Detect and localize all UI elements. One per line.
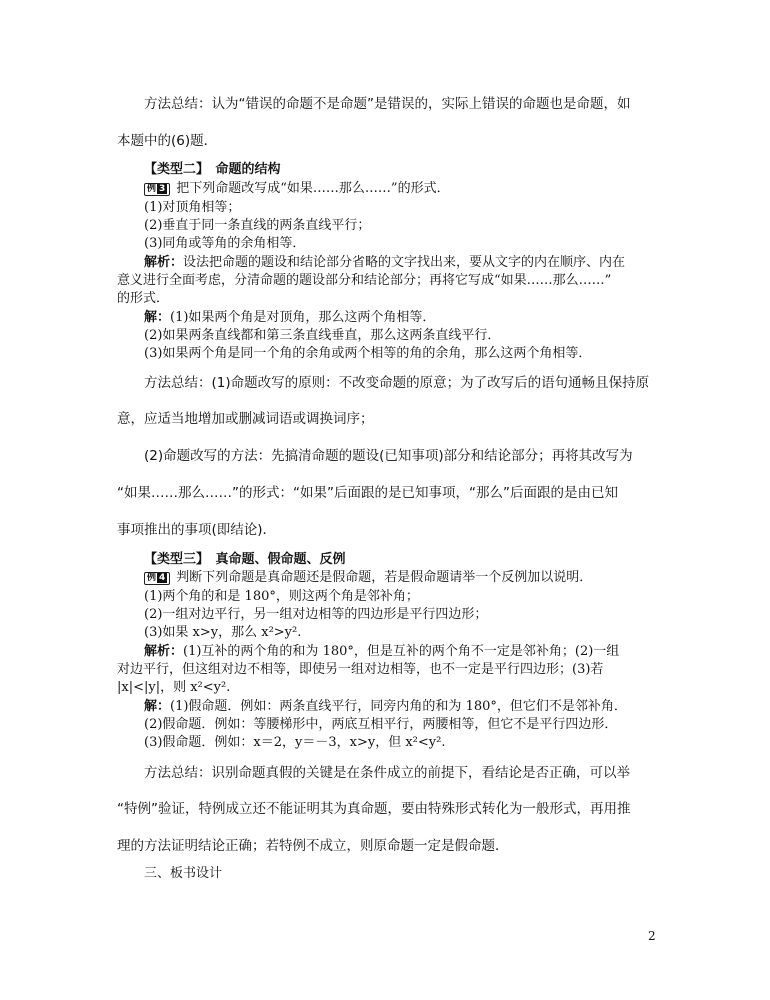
example-3-solution-3: (3)如果两个角是同一个角的余角或两个相等的角的余角，那么这两个角相等． <box>144 346 592 361</box>
example-4-solution-3: (3)假命题．例如：x＝2，y＝－3，x>y，但 x²<y². <box>144 735 446 750</box>
example-3-analysis-2: 意义进行全面考虑，分清命题的题设部分和结论部分；再将它写成“如果……那么……” <box>117 273 612 288</box>
example-4-solution-1: 解：(1)假命题．例如：两条直线平行，同旁内角的和为 180°，但它们不是邻补角． <box>144 699 627 714</box>
example-3-item-3: (3)同角或等角的余角相等． <box>144 236 306 251</box>
example-4-analysis-2: 对边平行，但这组对边不相等，即使另一组对边相等，也不一定是平行四边形；(3)若 <box>117 662 604 677</box>
example-4-text: 判断下列命题是真命题还是假命题，若是假命题请举一个反例加以说明． <box>176 570 593 585</box>
summary-3-line-2: “特例”验证，特例成立还不能证明其为真命题，要由特殊形式转化为一般形式，再用推 <box>117 801 631 817</box>
example-3-solution-1: 解：(1)如果两个角是对顶角，那么这两个角相等． <box>144 310 436 325</box>
example-3-analysis-1: 解析：设法把命题的题设和结论部分省略的文字找出来，要从文字的内在顺序、内在 <box>144 255 626 270</box>
example-3-item-1: (1)对顶角相等； <box>144 200 241 215</box>
summary-2-line-4: “如果……那么……”的形式：“如果”后面跟的是已知事项，“那么”后面跟的是由已知 <box>117 485 618 501</box>
example-4-item-3: (3)如果 x>y，那么 x²>y². <box>144 625 302 640</box>
example-4-item-2: (2)一组对边平行，另一组对边相等的四边形是平行四边形； <box>144 607 488 622</box>
example-4-badge: 例 4 <box>144 572 170 585</box>
section-heading-board-design: 三、板书设计 <box>144 866 223 881</box>
summary-2-line-3: (2)命题改写的方法：先搞清命题的题设(已知事项)部分和结论部分；再将其改写为 <box>144 448 633 464</box>
type-2-heading: 【类型二】 命题的结构 <box>144 162 281 177</box>
example-3-prompt <box>144 181 450 197</box>
summary-2-line-1: 方法总结：(1)命题改写的原则：不改变命题的原意；为了改写后的语句通畅且保持原 <box>144 375 650 391</box>
example-3-analysis-3: 的形式． <box>117 291 170 306</box>
example-3-text: 把下列命题改写成“如果……那么……”的形式． <box>176 181 450 196</box>
summary-3-line-1: 方法总结：识别命题真假的关键是在条件成立的前提下，看结论是否正确，可以举 <box>144 765 630 781</box>
example-4-solution-2: (2)假命题．例如：等腰梯形中，两底互相平行，两腰相等，但它不是平行四边形． <box>144 717 618 732</box>
summary-1-line-2: 本题中的(6)题． <box>117 133 218 149</box>
page-number: 2 <box>648 929 656 943</box>
example-4-analysis-3: |x|<|y|，则 x²<y². <box>117 680 231 695</box>
summary-2-line-5: 事项推出的事项(即结论)． <box>117 522 277 538</box>
example-4-analysis-1: 解析：(1)互补的两个角的和为 180°，但是互补的两个角不一定是邻补角；(2)一组 <box>144 644 620 659</box>
summary-1-line-1: 方法总结：认为“错误的命题不是命题”是错误的，实际上错误的命题也是命题，如 <box>144 96 631 112</box>
example-4-item-1: (1)两个角的和是 180°，则这两个角是邻补角； <box>144 589 419 604</box>
example-4-prompt <box>144 570 592 586</box>
example-3-item-2: (2)垂直于同一条直线的两条直线平行； <box>144 218 371 233</box>
type-3-heading: 【类型三】 真命题、假命题、反例 <box>144 552 346 567</box>
summary-3-line-3: 理的方法证明结论正确；若特例不成立，则原命题一定是假命题． <box>117 838 509 854</box>
summary-2-line-2: 意，应适当地增加或删减词语或调换词序； <box>117 411 374 427</box>
example-3-solution-2: (2)如果两条直线都和第三条直线垂直，那么这两条直线平行． <box>144 328 501 343</box>
example-3-badge: 例 3 <box>144 183 170 196</box>
